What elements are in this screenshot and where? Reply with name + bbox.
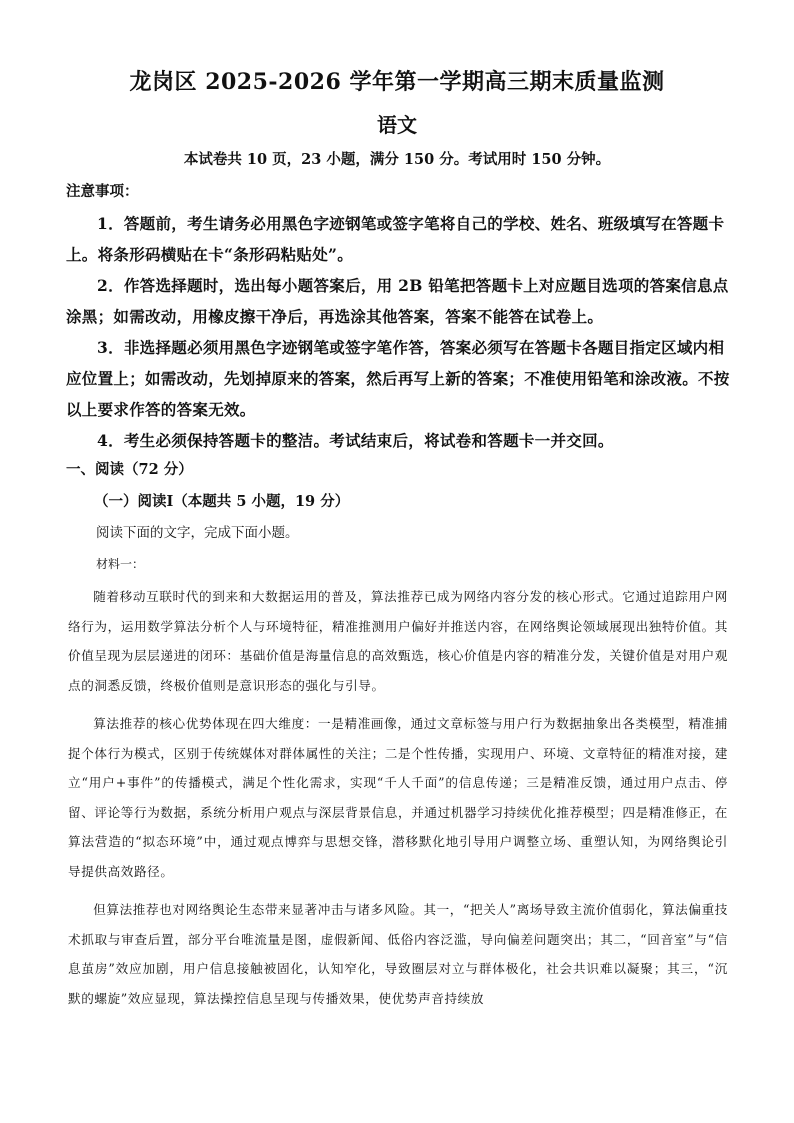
note-item-3: 3．非选择题必须用黑色字迹钢笔或签字笔作答，答案必须写在答题卡各题目指定区域内相应位置上；如需改动，先划掉原来的答案，然后再写上新的答案；不准使用铅笔和涂改液。不按以上要求作答的答案无效。 [66,338,730,419]
material-label: 材料一： [96,557,145,571]
note-item-4: 4．考生必须保持答题卡的整洁。考试结束后，将试卷和答题卡一并交回。 [97,431,614,450]
note-item-1: 1．答题前，考生请务必用黑色字迹钢笔或签字笔将自己的学校、姓名、班级填写在答题卡上。将条形码横贴在卡“条形码粘贴处”。 [66,214,725,264]
material-paragraph-2: 算法推荐的核心优势体现在四大维度：一是精准画像，通过文章标签与用户行为数据抽象出各类模型，精准捕捉个体行为模式，区别于传统媒体对群体属性的关注；二是个性传播，实现用户、环境、文章特征的精准对接，建立“用户+事件”的传播模式，满足个性化需求，实现“千人千面”的信息传递；三是精准反馈，通过用户点击、停留、评论等行为数据，系统分析用户观点与深层背景信息，并通过机器学习持续优化推荐模型；四是精准修正，在算法营造的“拟态环境”中，通过观点博弈与思想交锋，潜移默化地引导用户调整立场、重塑认知，为网络舆论引导提供高效路径。 [68,716,728,879]
exam-info: 本试卷共 10 页，23 小题，满分 150 分。考试用时 150 分钟。 [183,151,611,168]
subject-title: 语文 [377,113,417,137]
notes-heading: 注意事项： [66,183,139,200]
note-item-2: 2．作答选择题时，选出每小题答案后，用 2B 铅笔把答题卡上对应题目选项的答案信息点涂黑；如需改动，用橡皮擦干净后，再选涂其他答案，答案不能答在试卷上。 [66,276,729,326]
section-heading: 一、阅读（72 分） [66,461,193,478]
subsection-heading: （一）阅读Ⅰ（本题共 5 小题，19 分） [94,493,350,510]
exam-title: 龙岗区 2025-2026 学年第一学期高三期末质量监测 [129,69,665,95]
reading-instruction: 阅读下面的文字，完成下面小题。 [96,525,299,540]
material-paragraph-1: 随着移动互联时代的到来和大数据运用的普及，算法推荐已成为网络内容分发的核心形式。它通过追踪用户网络行为，运用数学算法分析个人与环境特征，精准推测用户偏好并推送内容，在网络舆论领域展现出独特价值。其价值呈现为层层递进的闭环：基础价值是海量信息的高效甄选，核心价值是内容的精准分发，关键价值是对用户观点的洞悉反馈，终极价值则是意识形态的强化与引导。 [68,589,728,693]
material-paragraph-3: 但算法推荐也对网络舆论生态带来显著冲击与诸多风险。其一，“把关人”离场导致主流价值弱化，算法偏重技术抓取与审查后置，部分平台唯流量是图，虚假新闻、低俗内容泛滥，导向偏差问题突出；其二，“回音室”与“信息茧房”效应加剧，用户信息接触被固化，认知窄化，导致圈层对立与群体极化，社会共识难以凝聚；其三，“沉默的螺旋”效应显现，算法操控信息呈现与传播效果，使优势声音持续放 [68,902,728,1006]
